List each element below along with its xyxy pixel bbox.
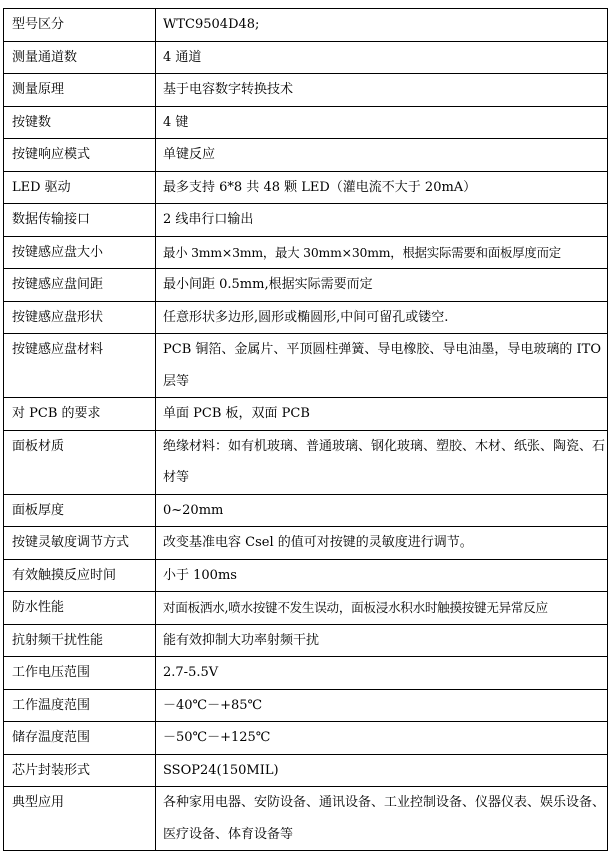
row-label: 测量原理 xyxy=(4,74,156,107)
row-label: 按键响应模式 xyxy=(4,139,156,172)
row-label: 按键感应盘形状 xyxy=(4,301,156,334)
row-label: 有效触摸反应时间 xyxy=(4,559,156,592)
spec-table xyxy=(3,8,608,851)
row-value: 基于电容数字转换技术 xyxy=(156,74,608,107)
row-label: 面板厚度 xyxy=(4,494,156,527)
row-value: 改变基准电容 Csel 的值可对按键的灵敏度进行调节。 xyxy=(156,527,608,560)
row-label: 按键灵敏度调节方式 xyxy=(4,527,156,560)
table-row xyxy=(4,527,608,560)
row-label: 测量通道数 xyxy=(4,41,156,74)
row-value: 最小间距 0.5mm,根据实际需要而定 xyxy=(156,269,608,302)
row-label: 型号区分 xyxy=(4,9,156,42)
row-value: 2 线串行口输出 xyxy=(156,204,608,237)
row-value: 单键反应 xyxy=(156,139,608,172)
row-value: 绝缘材料：如有机玻璃、普通玻璃、钢化玻璃、塑胶、木材、纸张、陶瓷、石材等 xyxy=(156,430,608,494)
row-value: 小于 100ms xyxy=(156,559,608,592)
row-value: 4 通道 xyxy=(156,41,608,74)
row-value: 4 键 xyxy=(156,106,608,139)
row-label: 按键感应盘大小 xyxy=(4,236,156,269)
table-row xyxy=(4,430,608,494)
table-row xyxy=(4,301,608,334)
row-value: －40℃－+85℃ xyxy=(156,689,608,722)
table-row xyxy=(4,754,608,787)
table-row xyxy=(4,559,608,592)
table-row xyxy=(4,398,608,431)
table-row xyxy=(4,74,608,107)
table-row xyxy=(4,722,608,755)
row-label: 按键感应盘材料 xyxy=(4,334,156,398)
row-label: 防水性能 xyxy=(4,592,156,625)
row-label: LED 驱动 xyxy=(4,171,156,204)
row-label: 工作电压范围 xyxy=(4,657,156,690)
row-value: 最小 3mm×3mm，最大 30mm×30mm，根据实际需要和面板厚度而定 xyxy=(156,236,608,269)
row-value: 能有效抑制大功率射频干扰 xyxy=(156,624,608,657)
table-row xyxy=(4,269,608,302)
table-row xyxy=(4,139,608,172)
row-value: 单面 PCB 板，双面 PCB xyxy=(156,398,608,431)
row-value: 0~20mm xyxy=(156,494,608,527)
row-label: 典型应用 xyxy=(4,787,156,851)
row-value: SSOP24(150MIL) xyxy=(156,754,608,787)
row-value: PCB 铜箔、金属片、平顶圆柱弹簧、导电橡胶、导电油墨，导电玻璃的 ITO 层等 xyxy=(156,334,608,398)
row-label: 对 PCB 的要求 xyxy=(4,398,156,431)
row-label: 储存温度范围 xyxy=(4,722,156,755)
table-row xyxy=(4,624,608,657)
row-value: 对面板洒水,喷水按键不发生误动，面板浸水积水时触摸按键无异常反应 xyxy=(156,592,608,625)
row-value: 2.7-5.5V xyxy=(156,657,608,690)
row-value: 最多支持 6*8 共 48 颗 LED（灌电流不大于 20mA） xyxy=(156,171,608,204)
table-row xyxy=(4,204,608,237)
row-label: 工作温度范围 xyxy=(4,689,156,722)
table-row xyxy=(4,106,608,139)
table-row xyxy=(4,787,608,851)
row-value: －50℃－+125℃ xyxy=(156,722,608,755)
table-row xyxy=(4,689,608,722)
row-value: WTC9504D48; xyxy=(156,9,608,42)
table-row xyxy=(4,334,608,398)
row-label: 芯片封装形式 xyxy=(4,754,156,787)
table-row xyxy=(4,494,608,527)
table-row xyxy=(4,171,608,204)
row-value: 各种家用电器、安防设备、通讯设备、工业控制设备、仪器仪表、娱乐设备、医疗设备、体育设备等 xyxy=(156,787,608,851)
table-row xyxy=(4,41,608,74)
table-row xyxy=(4,236,608,269)
row-label: 抗射频干扰性能 xyxy=(4,624,156,657)
row-label: 按键感应盘间距 xyxy=(4,269,156,302)
row-label: 面板材质 xyxy=(4,430,156,494)
table-row xyxy=(4,592,608,625)
row-label: 数据传输接口 xyxy=(4,204,156,237)
table-row xyxy=(4,9,608,42)
row-value: 任意形状多边形,圆形或椭圆形,中间可留孔或镂空. xyxy=(156,301,608,334)
table-row xyxy=(4,657,608,690)
row-label: 按键数 xyxy=(4,106,156,139)
